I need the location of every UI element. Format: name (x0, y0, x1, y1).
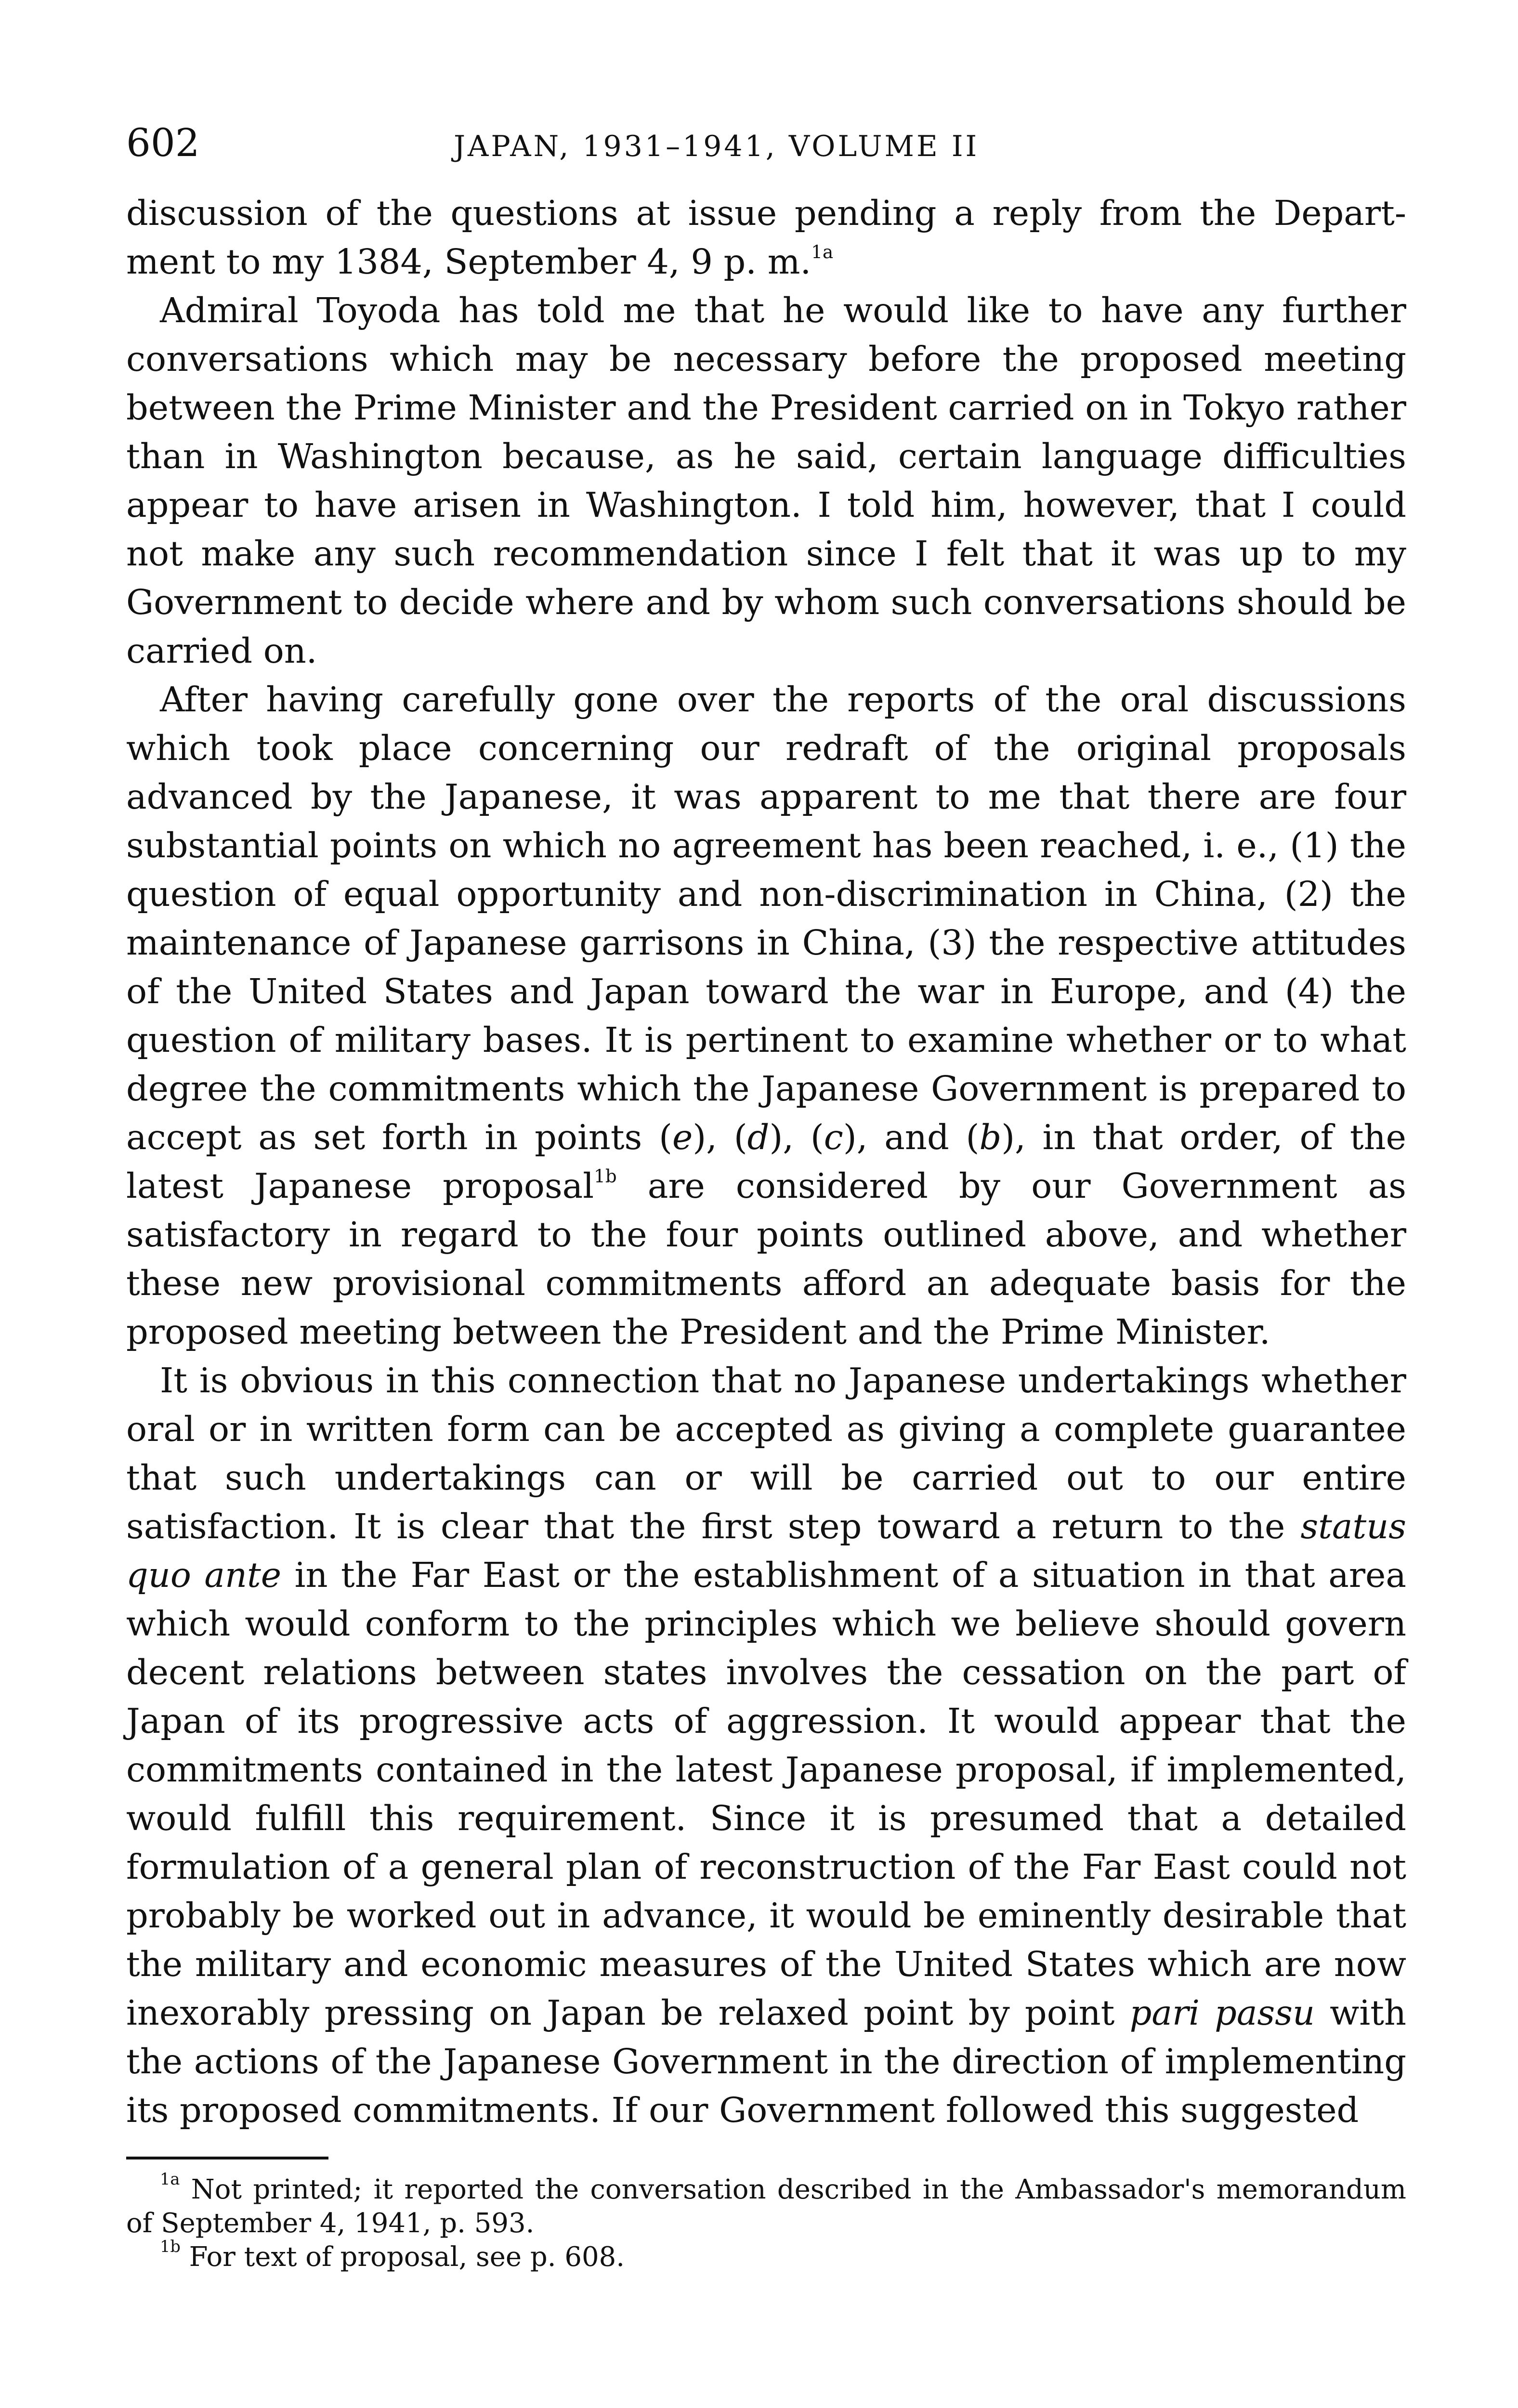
paragraph-1 (126, 189, 1406, 286)
footnotes (126, 2170, 1406, 2274)
point-b: b (979, 1117, 1002, 1157)
paragraph-2: Admiral Toyoda has told me that he would like to have any further conversations which may be necessary before the proposed meeting between the Prime Minister and the President carried on in Tokyo rather than in Washington because, as he said, certain language difficulties appear to have arisen in Washington. I told him, however, that I could not make any such recommendation since I felt that it was up to my Government to decide where and by whom such conversations should be carried on. (126, 290, 1406, 671)
footnote-1b-text: For text of proposal, see p. 608. (180, 2241, 625, 2273)
paragraph-4-text: in the Far East or the establishment of a situation in that area which would conform to the principles which we believe should govern decent relations between states involves the cessation on the part of Japan of its progressive acts of aggression. It would appear that the commitments contained in the latest Japanese proposal, if implemented, would fulfill this requirement. Since it is presumed that a detailed formulation of a general plan of reconstruction of the Far East could not probably be worked out in advance, it would be eminently desirable that the military and economic measures of the United States which are now inexorably pressing on Japan be relaxed point by point (126, 1555, 1406, 2033)
paragraph-4-text: with the actions of the Japanese Government in the direction of implementing its proposed commitments. If our Government followed this suggested (126, 1993, 1407, 2130)
paragraph-3-text: ), in that order, of the latest Japanese proposal (126, 1117, 1406, 1206)
paragraph-3 (126, 675, 1406, 1356)
footnote-1a (126, 2170, 1406, 2240)
footnote-mark-1a: 1a (160, 2170, 180, 2189)
paragraph-3-text: After having carefully gone over the reports of the oral discussions which took place concerning our redraft of the original proposals advanced by the Japanese, it was apparent to me that there are four substantial points on which no agreement has been reached, i. e., (1) the question of equal opportunity and non-discrimination in China, (2) the maintenance of Japanese garrisons in China, (3) the respective attitudes of the United States and Japan toward the war in Europe, and (4) the question of military bases. It is pertinent to examine whether or to what degree the commitments which the Japanese Government is prepared to accept as set forth in points ( (126, 680, 1406, 1157)
italic-phrase-status-quo-ante: status quo ante (126, 1506, 1406, 1595)
footnote-mark-1b: 1b (160, 2237, 181, 2256)
footnote-ref-1a: 1a (811, 241, 834, 263)
paragraph-3-text: ), ( (769, 1117, 824, 1157)
paragraph-1-text: discussion of the questions at issue pending a reply from the Department to my 1384, September 4, 9 p. m. (126, 193, 1406, 282)
document-page (126, 120, 1406, 2274)
paragraph-3-text: ), ( (693, 1117, 747, 1157)
point-e: e (672, 1117, 693, 1157)
footnote-rule (126, 2157, 328, 2159)
paragraph-4-text: It is obvious in this connection that no Japanese undertakings whether oral or in written form can be accepted as giving a complete guarantee that such undertakings can or will be carried out to our entire satisfaction. It is clear that the first step toward a return to the (126, 1361, 1406, 1546)
page-number: 602 (126, 120, 200, 165)
italic-phrase-pari-passu: pari passu (1129, 1993, 1315, 2033)
footnote-ref-1b: 1b (594, 1165, 617, 1187)
point-d: d (747, 1117, 770, 1157)
paragraph-3-text: are considered by our Government as satisfactory in regard to the four points outlined above, and whether these new provisional commitments afford an adequate basis for the proposed meeting between the President and the Prime Minister. (126, 1166, 1406, 1352)
point-c: c (824, 1117, 843, 1157)
paragraph-4 (126, 1356, 1406, 2134)
body-text (126, 189, 1406, 2134)
running-head: JAPAN, 1931–1941, VOLUME II (454, 130, 980, 163)
paragraph-3-text: ), and ( (843, 1117, 980, 1157)
footnote-1b (126, 2237, 1406, 2274)
footnote-1a-text: Not printed; it reported the conversation described in the Ambassador's memorandum of September 4, 1941, p. 593. (126, 2174, 1406, 2239)
page-header (126, 120, 1406, 173)
